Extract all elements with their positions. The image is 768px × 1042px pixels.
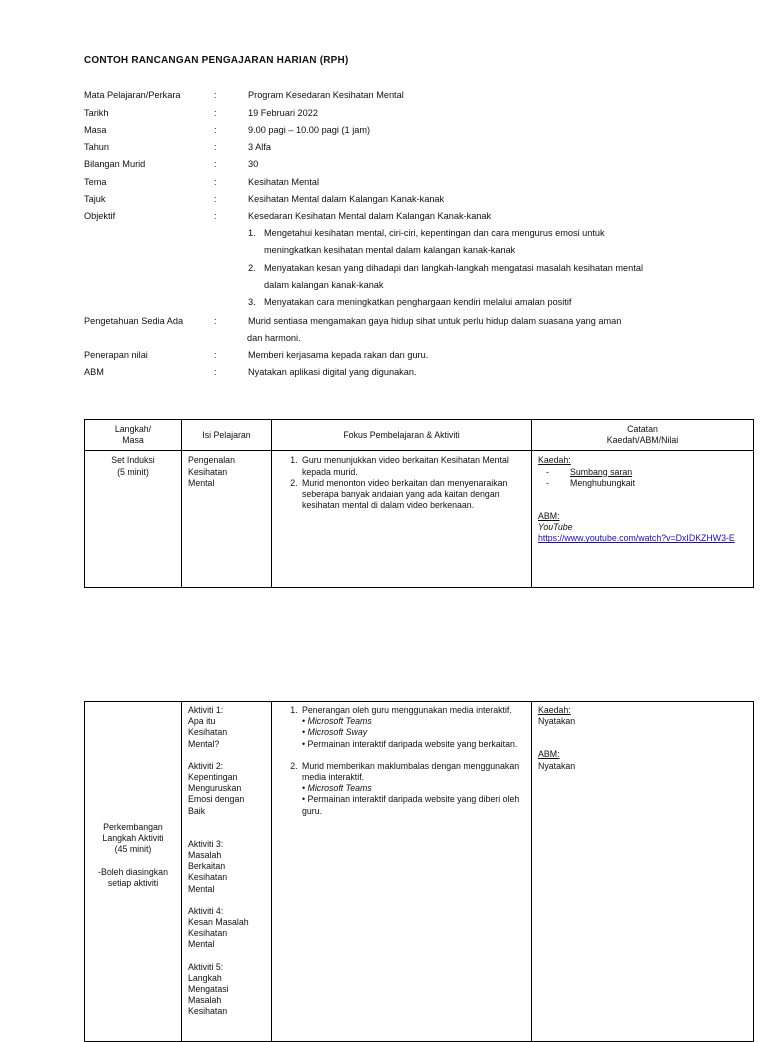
kaedah-label: Kaedah: [538, 455, 571, 466]
aktiviti-5: Aktiviti 5: Langkah Mengatasi Masalah Kesihatan [188, 961, 229, 1017]
kaedah-value: Nyatakan [538, 716, 576, 727]
cell-langkah-perkembangan: Perkembangan Langkah Aktiviti (45 minit) -Boleh diasingkan setiap aktiviti [85, 702, 182, 1042]
abm-label: ABM: [538, 749, 560, 760]
youtube-link[interactable]: https://www.youtube.com/watch?v=DxIDKZHW3-E [538, 533, 735, 544]
cell-isi: Pengenalan Kesihatan Mental [182, 451, 272, 588]
header-langkah-masa: Langkah/ Masa [85, 420, 182, 451]
aktiviti-2: Aktiviti 2: Kepentingan Menguruskan Emosi dengan Baik [188, 760, 245, 816]
rph-table-set-induksi [84, 419, 754, 588]
cell-langkah: Set Induksi (5 minit) [85, 451, 182, 588]
list-item: 1. Guru menunjukkan video berkaitan Kesihatan Mental kepada murid. [300, 455, 525, 477]
aktiviti-1: Aktiviti 1: Apa itu Kesihatan Mental? [188, 705, 228, 749]
cell-catatan-perkembangan [532, 702, 754, 1042]
header-fokus: Fokus Pembelajaran & Aktiviti [272, 420, 532, 451]
cell-fokus [272, 451, 532, 588]
abm-value: YouTube [538, 522, 573, 533]
page-title: CONTOH RANCANGAN PENGAJARAN HARIAN (RPH) [84, 55, 349, 66]
aktiviti-3: Aktiviti 3: Masalah Berkaitan Kesihatan Mental [188, 838, 228, 894]
list-item: 1. Penerangan oleh guru menggunakan media interaktif. • Microsoft Teams • Microsoft Sway • Permainan interaktif daripada website yang berkaitan. [300, 705, 525, 761]
cell-catatan [532, 451, 754, 588]
abm-value: Nyatakan [538, 760, 576, 771]
aktiviti-4: Aktiviti 4: Kesan Masalah Kesihatan Mental [188, 905, 249, 950]
kaedah-label: Kaedah: [538, 705, 571, 715]
list-item: - Menghubungkait [546, 478, 747, 489]
header-catatan: Catatan Kaedah/ABM/Nilai [532, 420, 754, 451]
cell-aktiviti [182, 702, 272, 1042]
rph-table-perkembangan [84, 701, 754, 1042]
list-item: 2. Murid memberikan maklumbalas dengan menggunakan media interaktif. • Microsoft Teams • Permainan interaktif daripada website yang diberi oleh guru. [300, 761, 525, 817]
cell-fokus-perkembangan [272, 702, 532, 1042]
header-isi-pelajaran: Isi Pelajaran [182, 420, 272, 451]
list-item: - Sumbang saran [546, 467, 747, 478]
list-item: 2. Murid menonton video berkaitan dan menyenaraikan seberapa banyak andaian yang ada kaitan dengan kesihatan mental di dalam video berkenaan. [300, 478, 525, 512]
abm-label: ABM: [538, 511, 560, 522]
